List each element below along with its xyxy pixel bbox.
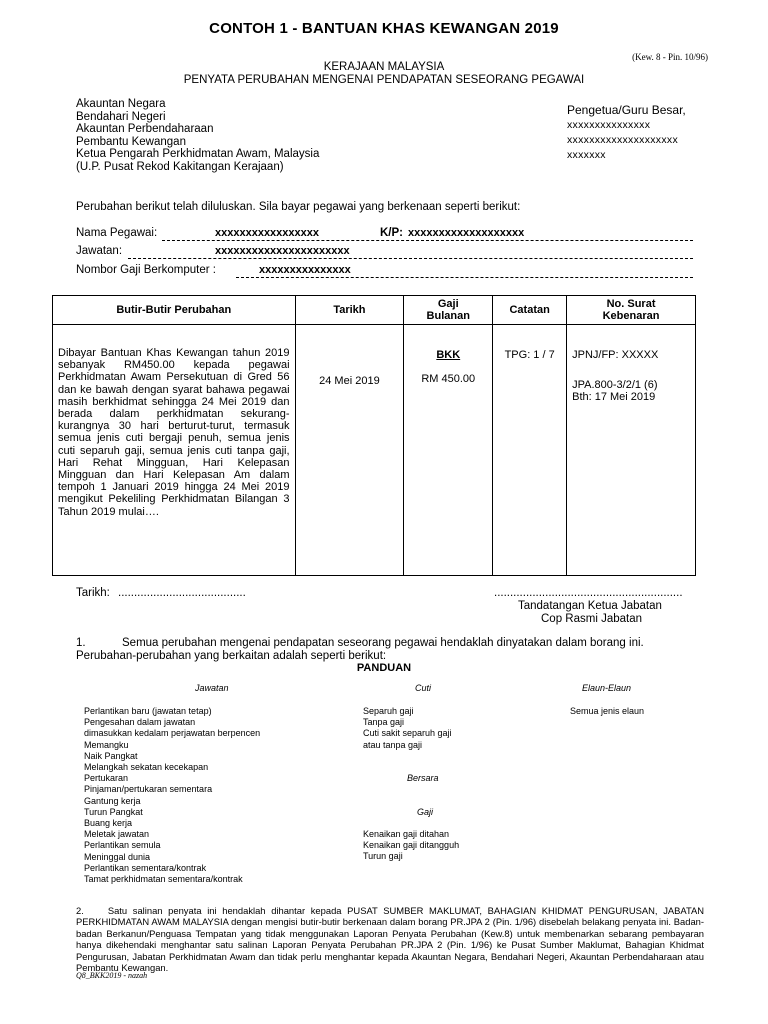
header-butir: Butir-Butir Perubahan (53, 296, 296, 325)
government-heading: KERAJAAN MALAYSIA (323, 61, 445, 73)
list-item: Kenaikan gaji ditahan (363, 829, 450, 839)
change-date: 24 Mei 2019 (295, 325, 404, 576)
footer-reference: Q8_BKK2019 - nazah (76, 971, 148, 980)
list-item: dimasukkan kedalam perjawatan berpencen (84, 728, 261, 739)
nama-value: xxxxxxxxxxxxxxxxx (215, 227, 320, 239)
signature-dots: ........................................................... (494, 587, 683, 599)
para1-text: Semua perubahan mengenai pendapatan seseorang pegawai hendaklah dinyatakan dalam borang ini. (122, 637, 644, 649)
list-item: Pinjaman/pertukaran sementara (84, 784, 213, 795)
salary-code: BKK (436, 349, 461, 361)
change-table (52, 295, 696, 576)
list-item: Perlantikan semula (84, 840, 161, 851)
signature-caption: Tandatangan Ketua Jabatan (518, 600, 662, 612)
catatan-cell: TPG: 1 / 7 (493, 325, 567, 576)
jawatan-label: Jawatan: (76, 245, 123, 257)
surat-ref-3: Bth: 17 Mei 2019 (572, 391, 656, 403)
list-item: Melangkah sekatan kecekapan (84, 762, 209, 773)
panduan-gaji-list (363, 829, 459, 863)
para1-text-continued: Perubahan-perubahan yang berkaitan adalah seperti berikut: (76, 650, 387, 662)
surat-ref-1: JPNJ/FP: XXXXX (572, 349, 659, 361)
list-item: Perlantikan sementara/kontrak (84, 862, 207, 873)
salary-cell (404, 325, 493, 576)
recipient-line: Akauntan Perbendaharaan (76, 123, 214, 136)
header-surat (567, 296, 696, 325)
list-item: Pertukaran (84, 773, 129, 784)
para2-number: 2. (76, 905, 84, 916)
para2 (76, 905, 704, 973)
form-number: (Kew. 8 - Pin. 10/96) (632, 52, 708, 62)
list-item: Separuh gaji (363, 706, 414, 716)
header-tarikh: Tarikh (295, 296, 404, 325)
list-item: Naik Pangkat (84, 750, 138, 761)
surat-ref-2: JPA.800-3/2/1 (6) (572, 379, 658, 391)
recipient-right-title: Pengetua/Guru Besar, (567, 103, 686, 117)
panduan-cuti-list (363, 706, 452, 751)
panduan-col-cuti-head: Cuti (415, 683, 432, 693)
stamp-caption: Cop Rasmi Jabatan (541, 613, 642, 625)
para2-text: Satu salinan penyata ini hendaklah dihantar kepada PUSAT SUMBER MAKLUMAT, BAHAGIAN KHIDMAT PENGURUSAN, JABATAN PERKHIDMATAN AWAM MALAYSIA dengan mengisi butir-butir berkenaan dalam borang PR.JPA 2 (Pin. 1/96) disebelah belakang penyata ini. Badan-badan Berkanun/Penguasa Tempatan yang tidak menggunakan Laporan Penyata Perubahan (Kew.8) untuk membenarkan sebarang pembayaran hanya dikehendaki menghantar satu salinan Laporan Penyata Perubahan PR.JPA 2 (Pin. 1/96) ke Pusat Sumber Maklumat, Bahagian Khidmat Pengurusan, Jabatan Perkhidmatan Awam dan tidak perlu menghantar kepada Akauntan Negara, Bendahari Negeri, Akauntan Perbendaharaan atau Pembantu Kewangan. (76, 905, 704, 974)
list-item: Turun Pangkat (84, 806, 143, 817)
list-item: Kenaikan gaji ditangguh (363, 840, 460, 851)
intro-text: Perubahan berikut telah diluluskan. Sila bayar pegawai yang berkenaan seperti berikut: (76, 201, 521, 213)
document-title: CONTOH 1 - BANTUAN KHAS KEWANGAN 2019 (209, 20, 559, 37)
recipients-left (76, 98, 319, 174)
para1-number: 1. (76, 637, 86, 649)
panduan-col-jawatan-head: Jawatan (195, 683, 229, 693)
list-item: Memangku (84, 739, 129, 750)
recipient-right-line: xxxxxxx (567, 149, 606, 161)
list-item: Gantung kerja (84, 795, 141, 806)
header-catatan: Catatan (493, 296, 567, 325)
nama-label: Nama Pegawai: (76, 227, 158, 239)
jawatan-value: xxxxxxxxxxxxxxxxxxxxxx (215, 245, 350, 257)
recipient-line: Ketua Pengarah Perkhidmatan Awam, Malaysia (76, 148, 320, 161)
recipient-right-line: xxxxxxxxxxxxxxx (567, 119, 651, 131)
gaji-berkomputer-value: xxxxxxxxxxxxxxx (259, 264, 351, 276)
list-item: Turun gaji (363, 851, 403, 862)
list-item: Semua jenis elaun (570, 706, 645, 716)
recipient-line: Pembantu Kewangan (76, 135, 186, 148)
panduan-gaji-head: Gaji (417, 807, 434, 817)
header-surat-text: No. Surat Kebenaran (602, 298, 660, 322)
header-gaji (404, 296, 493, 325)
recipient-right (567, 103, 686, 163)
list-item: Meninggal dunia (84, 851, 151, 862)
change-description: Dibayar Bantuan Khas Kewangan tahun 2019 sebanyak RM450.00 kepada pegawai Perkhidmatan Awam Persekutuan di Gred 56 dan ke bawah dengan syarat bahawa pegawai masih berkhidmat sehingga 24 Mei 2019 dan berada dalam perkhidmatan sekurang-kurangnya 30 hari berturut-turut, termasuk semua jenis cuti bergaji penuh, semua jenis cuti separuh gaji, semua jenis cuti tanpa gaji, Hari Rehat Mingguan, Hari Kelepasan Mingguan dan Hari Kelepasan Am dalam tempoh 1 Januari 2019 hingga 24 Mei 2019 mengikut Pekeliling Perkhidmatan Bilangan 3 Tahun 2019 mulai…. (53, 325, 296, 576)
list-item: Cuti sakit separuh gaji (363, 728, 452, 739)
tarikh-dots: ........................................ (118, 587, 246, 599)
panduan-elaun-list (570, 706, 644, 717)
panduan-title: PANDUAN (356, 662, 412, 674)
panduan-bersara: Bersara (407, 773, 439, 783)
header-gaji-text: Gaji Bulanan (426, 298, 470, 322)
recipient-right-line: xxxxxxxxxxxxxxxxxxxx (567, 134, 678, 146)
table-header-row (53, 296, 696, 325)
surat-cell (567, 325, 696, 576)
list-item: Tanpa gaji (363, 717, 405, 728)
recipient-line: Bendahari Negeri (76, 110, 166, 123)
list-item: Pengesahan dalam jawatan (84, 717, 196, 728)
list-item: Perlantikan baru (jawatan tetap) (84, 706, 212, 716)
kp-value: xxxxxxxxxxxxxxxxxxx (408, 227, 525, 239)
list-item: Meletak jawatan (84, 829, 150, 840)
jawatan-dotted-line (128, 246, 693, 259)
table-row (53, 325, 696, 576)
list-item: atau tanpa gaji (363, 739, 423, 750)
kp-label: K/P: (380, 227, 403, 239)
salary-amount: RM 450.00 (421, 373, 476, 385)
tarikh-label: Tarikh: (76, 587, 110, 599)
document-subtitle: PENYATA PERUBAHAN MENGENAI PENDAPATAN SESEORANG PEGAWAI (183, 74, 585, 86)
list-item: Buang kerja (84, 818, 133, 829)
recipient-line: (U.P. Pusat Rekod Kakitangan Kerajaan) (76, 160, 284, 173)
recipient-line: Akauntan Negara (76, 98, 166, 110)
list-item: Tamat perkhidmatan sementara/kontrak (84, 874, 243, 885)
panduan-col-elaun-head: Elaun-Elaun (582, 683, 632, 693)
panduan-jawatan-list (84, 706, 260, 885)
gaji-berkomputer-label: Nombor Gaji Berkomputer : (76, 264, 216, 276)
